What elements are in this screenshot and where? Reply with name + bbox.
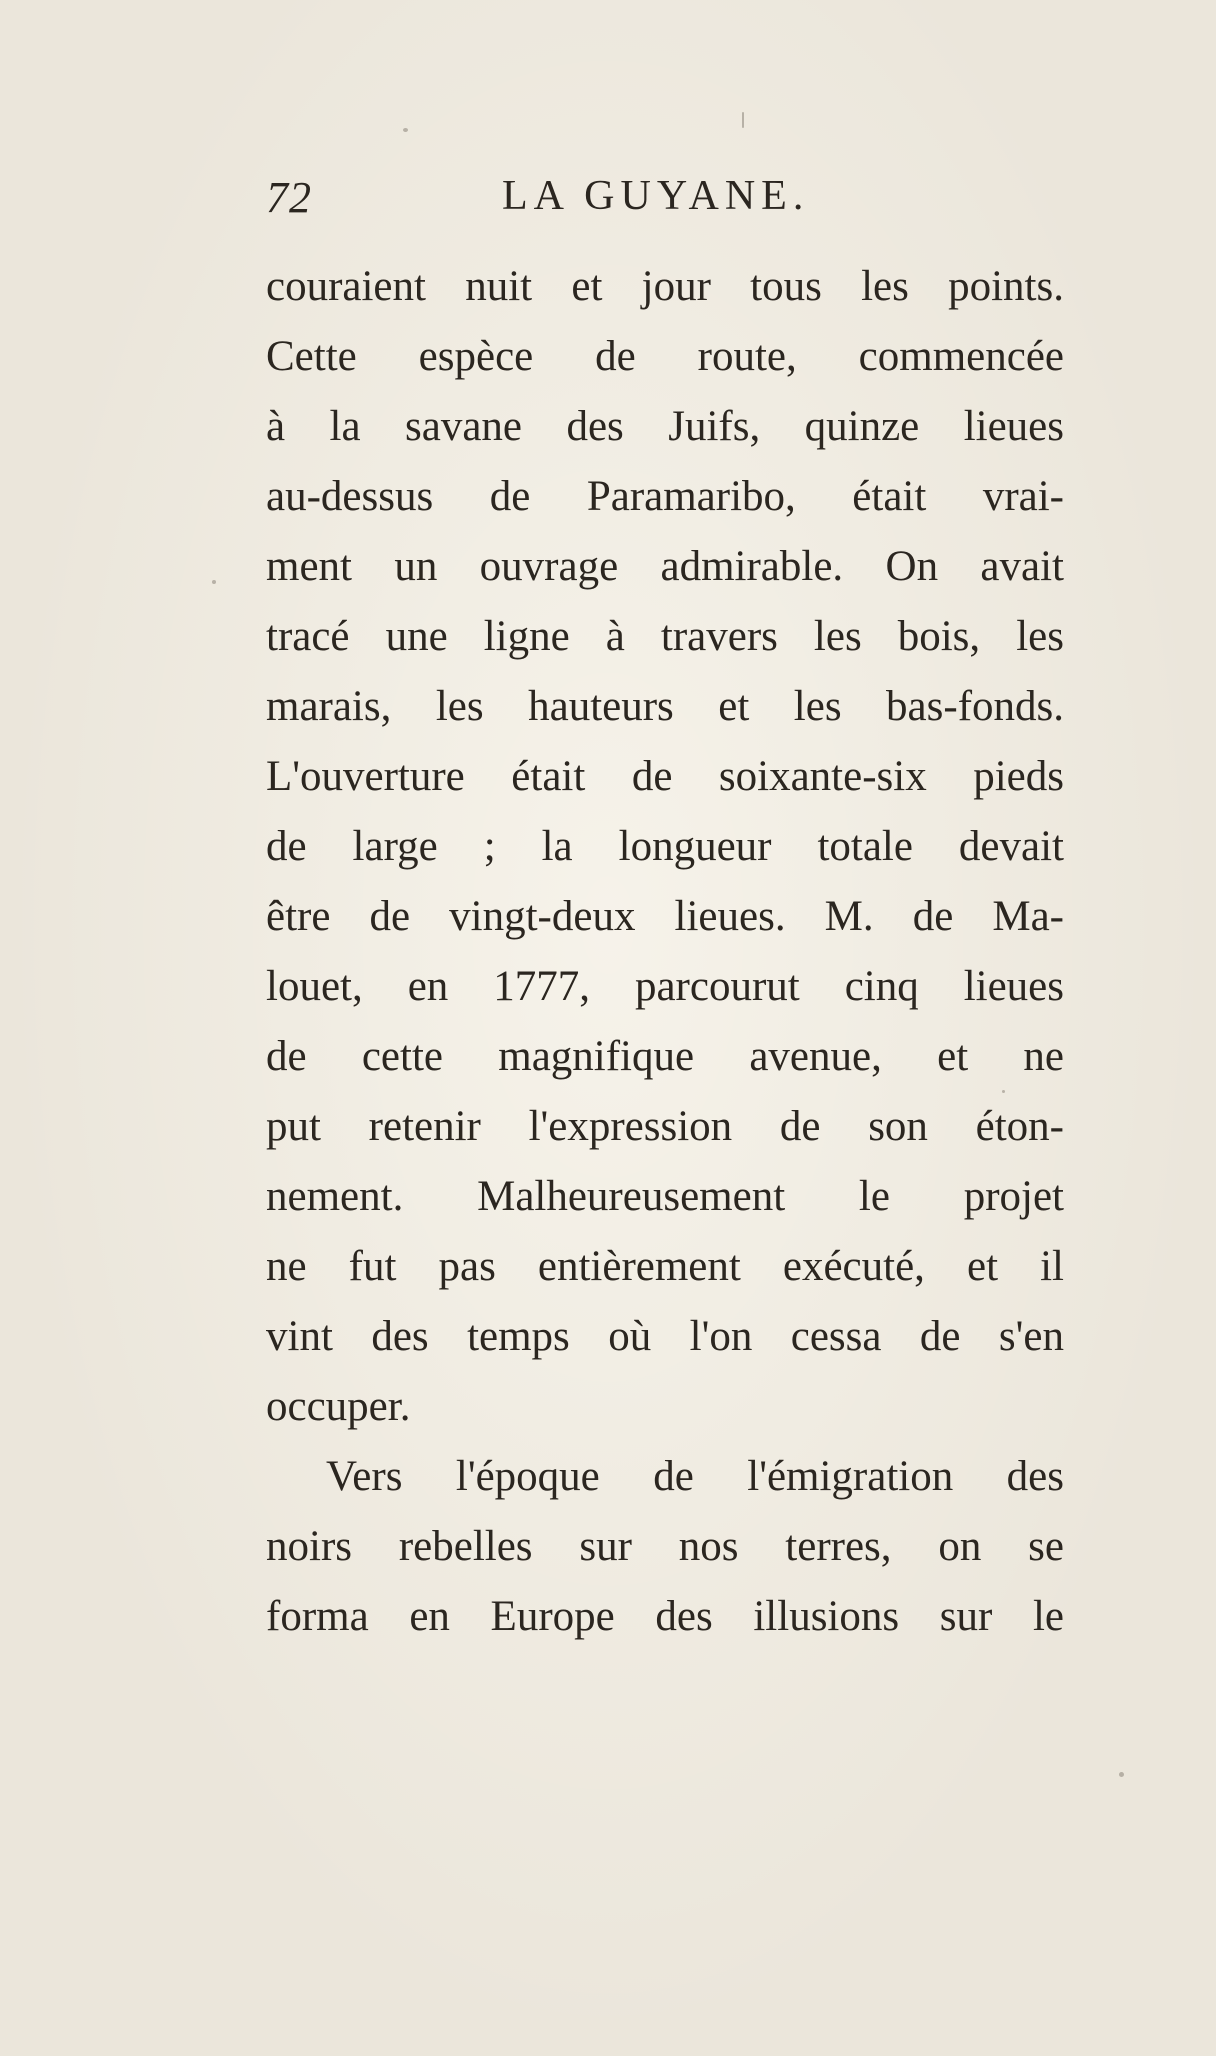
paper-speck	[212, 580, 216, 584]
paper-speck	[742, 112, 744, 128]
text-line: put retenir l'expression de son éton-	[266, 1103, 1064, 1150]
text-line: au-dessus de Paramaribo, était vrai-	[266, 473, 1064, 520]
text-line: Cette espèce de route, commencée	[266, 333, 1064, 380]
running-head: LA GUYANE.	[502, 173, 810, 219]
text-line: noirs rebelles sur nos terres, on se	[266, 1523, 1064, 1570]
text-line: Vers l'époque de l'émigration des	[326, 1453, 1064, 1500]
text-line: être de vingt-deux lieues. M. de Ma-	[266, 893, 1064, 940]
text-line: vint des temps où l'on cessa de s'en	[266, 1313, 1064, 1360]
text-line: ne fut pas entièrement exécuté, et il	[266, 1243, 1064, 1290]
paper-speck	[403, 128, 408, 132]
body-text	[266, 252, 1064, 1652]
text-line: L'ouverture était de soixante-six pieds	[266, 753, 1064, 800]
paper-speck	[1119, 1772, 1124, 1777]
page-header	[266, 172, 1066, 232]
text-line: occuper.	[266, 1383, 411, 1430]
text-line: nement. Malheureusement le projet	[266, 1173, 1064, 1220]
text-line: couraient nuit et jour tous les points.	[266, 263, 1064, 310]
text-line: de cette magnifique avenue, et ne	[266, 1033, 1064, 1080]
text-line: forma en Europe des illusions sur le	[266, 1593, 1064, 1640]
page-number: 72	[266, 173, 312, 222]
text-line: tracé une ligne à travers les bois, les	[266, 613, 1064, 660]
text-line: marais, les hauteurs et les bas-fonds.	[266, 683, 1064, 730]
text-line: à la savane des Juifs, quinze lieues	[266, 403, 1064, 450]
text-line: louet, en 1777, parcourut cinq lieues	[266, 963, 1064, 1010]
text-line: de large ; la longueur totale devait	[266, 823, 1064, 870]
text-line: ment un ouvrage admirable. On avait	[266, 543, 1064, 590]
